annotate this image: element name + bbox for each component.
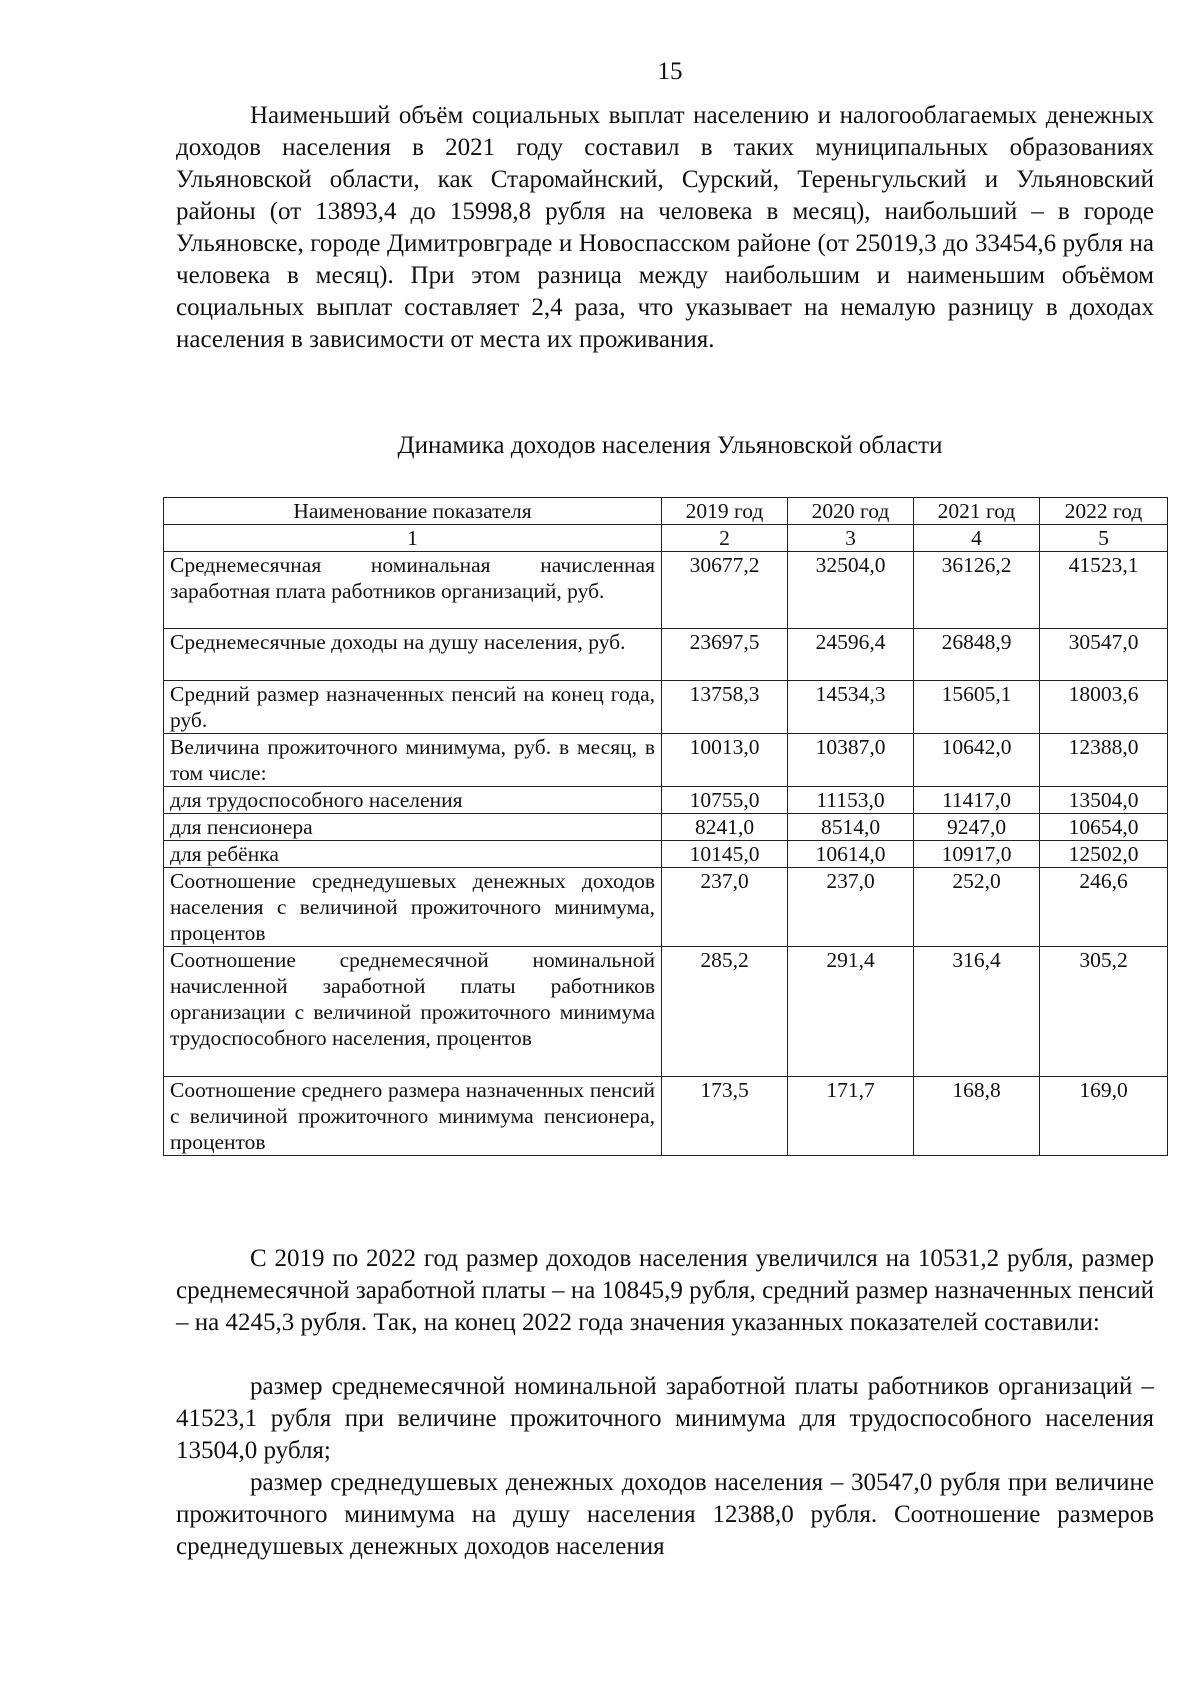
value-cell-2019: 10755,0 xyxy=(662,787,788,814)
value-cell-2020: 32504,0 xyxy=(788,552,914,629)
value-cell-2019: 173,5 xyxy=(662,1077,788,1156)
value-cell-2021: 10642,0 xyxy=(914,734,1040,787)
paragraph-intro: Наименьший объём социальных выплат населению и налогооблагаемых денежных доходов населения в 2021 году составил в таких муниципальных образованиях Ульяновской области, как Старомайнский, Сурский, Тереньгульский и Ульяновский районы (от 13893,4 до 15998,8 рубля на человека в месяц), наибольший – в городе Ульяновске, городе Димитровграде и Новоспасском районе (от 25019,3 до 33454,6 рубля на человека в месяц). При этом разница между наибольшим и наименьшим объёмом социальных выплат составляет 2,4 раза, что указывает на немалую разницу в доходах населения в зависимости от места их проживания. xyxy=(176,102,1154,353)
header-year-2021: 2021 год xyxy=(914,498,1040,525)
value-cell-2019: 30677,2 xyxy=(662,552,788,629)
value-cell-2021: 36126,2 xyxy=(914,552,1040,629)
value-cell-2022: 13504,0 xyxy=(1040,787,1168,814)
value-cell-2019: 237,0 xyxy=(662,868,788,947)
page-number: 15 xyxy=(657,58,683,85)
table-title: Динамика доходов населения Ульяновской области xyxy=(397,432,943,459)
value-cell-2021: 252,0 xyxy=(914,868,1040,947)
value-cell-2020: 237,0 xyxy=(788,868,914,947)
value-cell-2020: 8514,0 xyxy=(788,814,914,841)
value-cell-2020: 291,4 xyxy=(788,947,914,1077)
value-cell-2022: 10654,0 xyxy=(1040,814,1168,841)
value-cell-2022: 169,0 xyxy=(1040,1077,1168,1156)
indicator-name: для трудоспособного населения xyxy=(164,787,662,814)
table-header-row xyxy=(164,498,1168,525)
indicator-name: Среднемесячная номинальная начисленная заработная плата работников организаций, руб. xyxy=(164,552,662,629)
value-cell-2021: 316,4 xyxy=(914,947,1040,1077)
indicator-name: Соотношение среднемесячной номинальной начисленной заработной платы работников организации с величиной прожиточного минимума трудоспособного населения, процентов xyxy=(164,947,662,1077)
column-number: 4 xyxy=(914,525,1040,552)
paragraph-income: размер среднедушевых денежных доходов населения – 30547,0 рубля при величине прожиточного минимума на душу населения 12388,0 рубля. Соотношение размеров среднедушевых денежных доходов населения xyxy=(176,1469,1154,1560)
value-cell-2019: 10013,0 xyxy=(662,734,788,787)
table-row xyxy=(164,947,1168,1077)
value-cell-2020: 10614,0 xyxy=(788,841,914,868)
indicator-name: Соотношение среднего размера назначенных пенсий с величиной прожиточного минимума пенсионера, процентов xyxy=(164,1077,662,1156)
value-cell-2022: 12502,0 xyxy=(1040,841,1168,868)
income-dynamics-table xyxy=(163,497,1168,1156)
value-cell-2020: 11153,0 xyxy=(788,787,914,814)
header-indicator: Наименование показателя xyxy=(164,498,662,525)
table-row xyxy=(164,787,1168,814)
value-cell-2019: 8241,0 xyxy=(662,814,788,841)
value-cell-2021: 9247,0 xyxy=(914,814,1040,841)
value-cell-2020: 10387,0 xyxy=(788,734,914,787)
column-number: 5 xyxy=(1040,525,1168,552)
value-cell-2019: 13758,3 xyxy=(662,681,788,734)
value-cell-2021: 11417,0 xyxy=(914,787,1040,814)
table-row xyxy=(164,629,1168,681)
indicator-name: Средний размер назначенных пенсий на конец года, руб. xyxy=(164,681,662,734)
value-cell-2021: 15605,1 xyxy=(914,681,1040,734)
value-cell-2019: 23697,5 xyxy=(662,629,788,681)
paragraph-wage: размер среднемесячной номинальной заработной платы работников организаций – 41523,1 рубля при величине прожиточного минимума для трудоспособного населения 13504,0 рубля; xyxy=(176,1373,1154,1464)
value-cell-2020: 171,7 xyxy=(788,1077,914,1156)
value-cell-2020: 24596,4 xyxy=(788,629,914,681)
table-row xyxy=(164,841,1168,868)
table-row xyxy=(164,734,1168,787)
header-year-2022: 2022 год xyxy=(1040,498,1168,525)
value-cell-2019: 285,2 xyxy=(662,947,788,1077)
value-cell-2021: 168,8 xyxy=(914,1077,1040,1156)
value-cell-2020: 14534,3 xyxy=(788,681,914,734)
value-cell-2022: 18003,6 xyxy=(1040,681,1168,734)
column-number: 1 xyxy=(164,525,662,552)
indicator-name: для пенсионера xyxy=(164,814,662,841)
indicator-name: для ребёнка xyxy=(164,841,662,868)
paragraph-summary: С 2019 по 2022 год размер доходов населения увеличился на 10531,2 рубля, размер среднемесячной заработной платы – на 10845,9 рубля, средний размер назначенных пенсий – на 4245,3 рубля. Так, на конец 2022 года значения указанных показателей составили: xyxy=(176,1245,1154,1336)
value-cell-2022: 305,2 xyxy=(1040,947,1168,1077)
indicator-name: Среднемесячные доходы на душу населения, руб. xyxy=(164,629,662,681)
table-row xyxy=(164,681,1168,734)
indicator-name: Величина прожиточного минимума, руб. в месяц, в том числе: xyxy=(164,734,662,787)
indicator-name: Соотношение среднедушевых денежных доходов населения с величиной прожиточного минимума, процентов xyxy=(164,868,662,947)
table-row xyxy=(164,1077,1168,1156)
column-number-row xyxy=(164,525,1168,552)
value-cell-2022: 30547,0 xyxy=(1040,629,1168,681)
value-cell-2022: 246,6 xyxy=(1040,868,1168,947)
table-row xyxy=(164,868,1168,947)
table-row xyxy=(164,552,1168,629)
table-row xyxy=(164,814,1168,841)
value-cell-2022: 41523,1 xyxy=(1040,552,1168,629)
value-cell-2021: 26848,9 xyxy=(914,629,1040,681)
value-cell-2021: 10917,0 xyxy=(914,841,1040,868)
header-year-2020: 2020 год xyxy=(788,498,914,525)
value-cell-2019: 10145,0 xyxy=(662,841,788,868)
header-year-2019: 2019 год xyxy=(662,498,788,525)
value-cell-2022: 12388,0 xyxy=(1040,734,1168,787)
column-number: 2 xyxy=(662,525,788,552)
column-number: 3 xyxy=(788,525,914,552)
